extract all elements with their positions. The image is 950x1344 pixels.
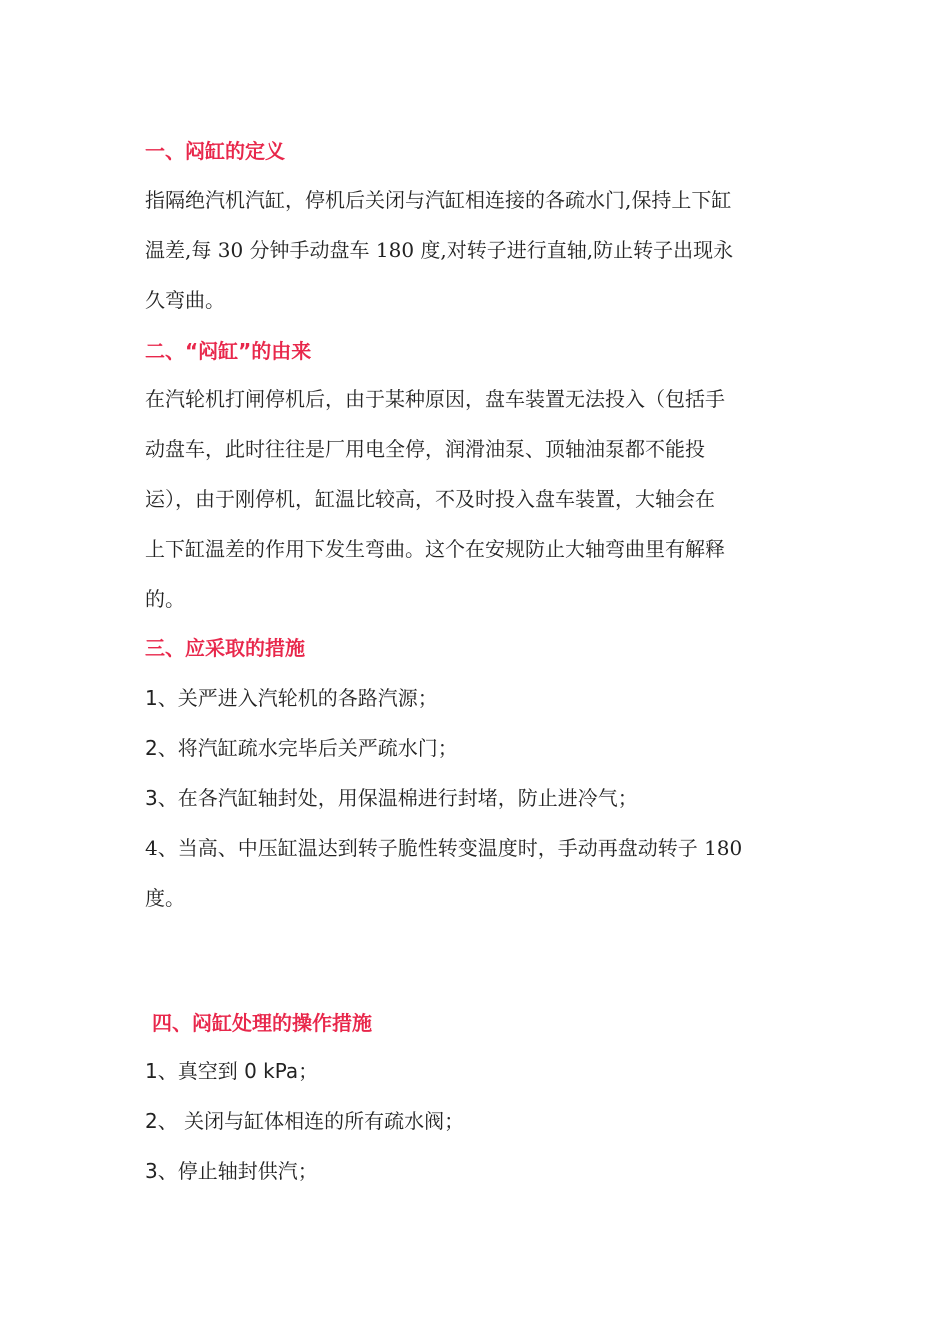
section-4-heading: 四、闷缸处理的操作措施 bbox=[152, 1011, 372, 1035]
section-3-heading: 三、应采取的措施 bbox=[145, 636, 305, 660]
section-4-item-3: 3、停止轴封供汽； bbox=[145, 1159, 318, 1183]
section-2-line-5: 的。 bbox=[145, 587, 185, 611]
section-3-item-2: 2、将汽缸疏水完毕后关严疏水门； bbox=[145, 736, 458, 760]
section-2-line-4: 上下缸温差的作用下发生弯曲。这个在安规防止大轴弯曲里有解释 bbox=[145, 537, 725, 561]
section-1-heading: 一、闷缸的定义 bbox=[145, 139, 285, 163]
section-2-line-3: 运），由于刚停机，缸温比较高，不及时投入盘车装置，大轴会在 bbox=[145, 487, 715, 511]
section-2-heading: 二、“闷缸”的由来 bbox=[145, 339, 312, 363]
section-2-line-2: 动盘车，此时往往是厂用电全停，润滑油泵、顶轴油泵都不能投 bbox=[145, 437, 705, 461]
section-1-line-2: 温差,每 30 分钟手动盘车 180 度,对转子进行直轴,防止转子出现永 bbox=[145, 238, 734, 262]
section-4-item-1: 1、真空到 0 kPa； bbox=[145, 1059, 319, 1083]
section-3-item-4: 4、当高、中压缸温达到转子脆性转变温度时，手动再盘动转子 180 bbox=[145, 836, 743, 860]
section-3-item-3: 3、在各汽缸轴封处，用保温棉进行封堵，防止进冷气； bbox=[145, 786, 638, 810]
section-3-item-1: 1、关严进入汽轮机的各路汽源； bbox=[145, 686, 438, 710]
section-4-item-2: 2、 关闭与缸体相连的所有疏水阀； bbox=[145, 1109, 465, 1133]
section-3-item-4-cont: 度。 bbox=[145, 886, 185, 910]
section-1-line-3: 久弯曲。 bbox=[145, 288, 225, 312]
section-1-line-1: 指隔绝汽机汽缸，停机后关闭与汽缸相连接的各疏水门,保持上下缸 bbox=[145, 188, 732, 212]
section-2-line-1: 在汽轮机打闸停机后，由于某种原因，盘车装置无法投入（包括手 bbox=[145, 387, 725, 411]
